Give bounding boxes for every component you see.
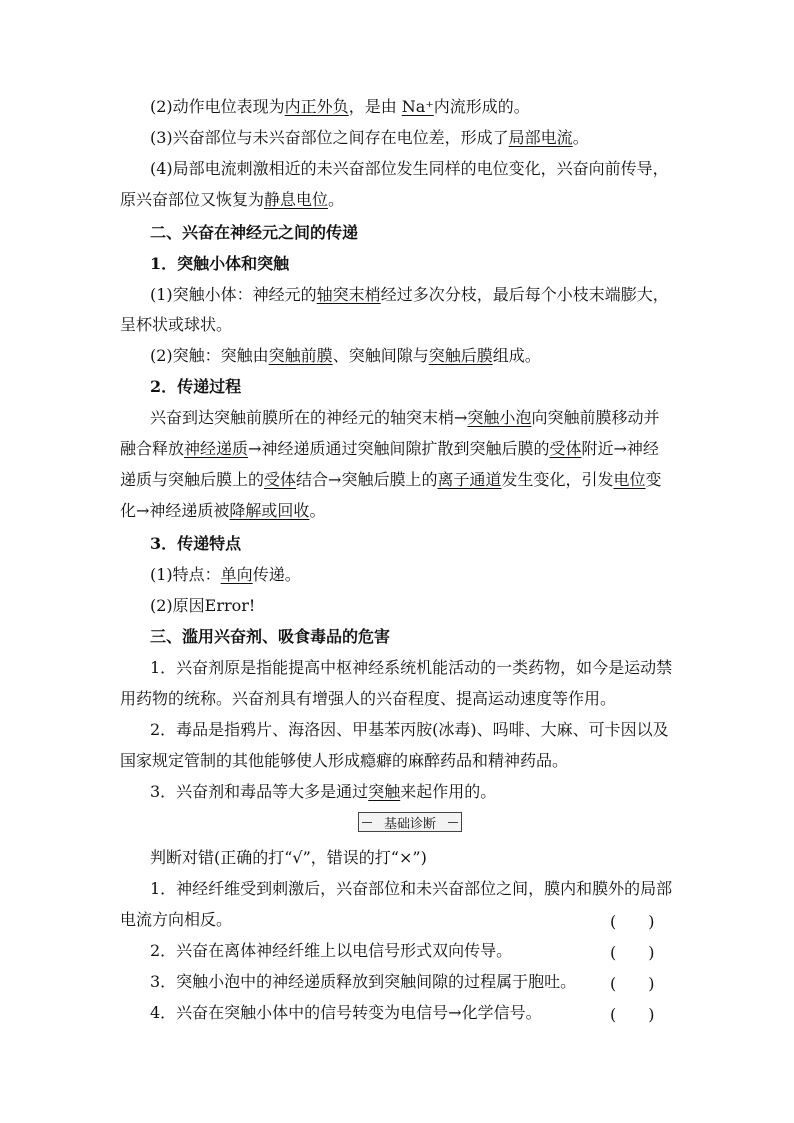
answer-blank-2[interactable]: ( ): [610, 943, 655, 962]
paragraph-mechanism: 3．兴奋剂和毒品等大多是通过突触来起作用的。: [150, 782, 497, 801]
question-1-line1: 1．神经纤维受到刺激后，兴奋部位和未兴奋部位之间，膜内和膜外的局部: [150, 879, 673, 898]
section-badge: 基础诊断: [358, 812, 462, 832]
paragraph-characteristic: (1)特点：单向传递。: [150, 565, 301, 584]
paragraph-process-line1: 兴奋到达突触前膜所在的神经元的轴突末梢→突触小泡向突触前膜移动并: [150, 408, 660, 427]
paragraph-process-line3: 递质与突触后膜上的受体结合→突触后膜上的离子通道发生变化，引发电位变: [120, 470, 662, 489]
paragraph-drugs-line1: 2．毒品是指鸦片、海洛因、甲基苯丙胺(冰毒)、吗啡、大麻、可卡因以及: [150, 720, 669, 739]
paragraph-conduction-line1: (4)局部电流刺激相近的未兴奋部位发生同样的电位变化，兴奋向前传导，: [150, 159, 669, 178]
question-1-line2: 电流方向相反。: [120, 910, 233, 929]
answer-blank-3[interactable]: ( ): [610, 974, 655, 993]
paragraph-drugs-line2: 国家规定管制的其他能够使人形成瘾癖的麻醉药品和精神药品。: [120, 751, 569, 770]
subheading-transmission-process: 2．传递过程: [150, 377, 242, 396]
answer-blank-4[interactable]: ( ): [610, 1005, 655, 1024]
paragraph-synapse: (2)突触：突触由突触前膜、突触间隙与突触后膜组成。: [150, 346, 541, 365]
paragraph-process-line2: 融合释放神经递质→神经递质通过突触间隙扩散到突触后膜的受体附近→神经: [120, 439, 659, 458]
paragraph-synaptic-knob-line2: 呈杯状或球状。: [120, 315, 233, 334]
subheading-synapse: 1．突触小体和突触: [150, 254, 290, 273]
paragraph-stimulants-line1: 1．兴奋剂原是指能提高中枢神经系统机能活动的一类药物，如今是运动禁: [150, 658, 673, 677]
paragraph-local-current: (3)兴奋部位与未兴奋部位之间存在电位差，形成了局部电流。: [150, 128, 589, 147]
section-heading-3: 三、滥用兴奋剂、吸食毒品的危害: [150, 627, 391, 646]
paragraph-synaptic-knob-line1: (1)突触小体：神经元的轴突末梢经过多次分枝，最后每个小枝末端膨大，: [150, 285, 669, 304]
question-2: 2．兴奋在离体神经纤维上以电信号形式双向传导。: [150, 941, 513, 960]
answer-blank-1[interactable]: ( ): [610, 912, 655, 931]
paragraph-conduction-line2: 原兴奋部位又恢复为静息电位。: [120, 190, 345, 209]
paragraph-process-line4: 化→神经递质被降解或回收。: [120, 501, 326, 520]
paragraph-stimulants-line2: 用药物的统称。兴奋剂具有增强人的兴奋程度、提高运动速度等作用。: [120, 689, 617, 708]
section-heading-2: 二、兴奋在神经元之间的传递: [150, 223, 359, 242]
paragraph-reason: (2)原因Error!: [150, 596, 256, 615]
paragraph-action-potential: (2)动作电位表现为内正外负，是由 Na⁺内流形成的。: [150, 97, 530, 116]
question-3: 3．突触小泡中的神经递质释放到突触间隙的过程属于胞吐。: [150, 972, 577, 991]
question-4: 4．兴奋在突触小体中的信号转变为电信号→化学信号。: [150, 1003, 542, 1022]
subheading-characteristics: 3．传递特点: [150, 534, 242, 553]
judge-instruction: 判断对错(正确的打“√”，错误的打“×”): [150, 848, 427, 867]
